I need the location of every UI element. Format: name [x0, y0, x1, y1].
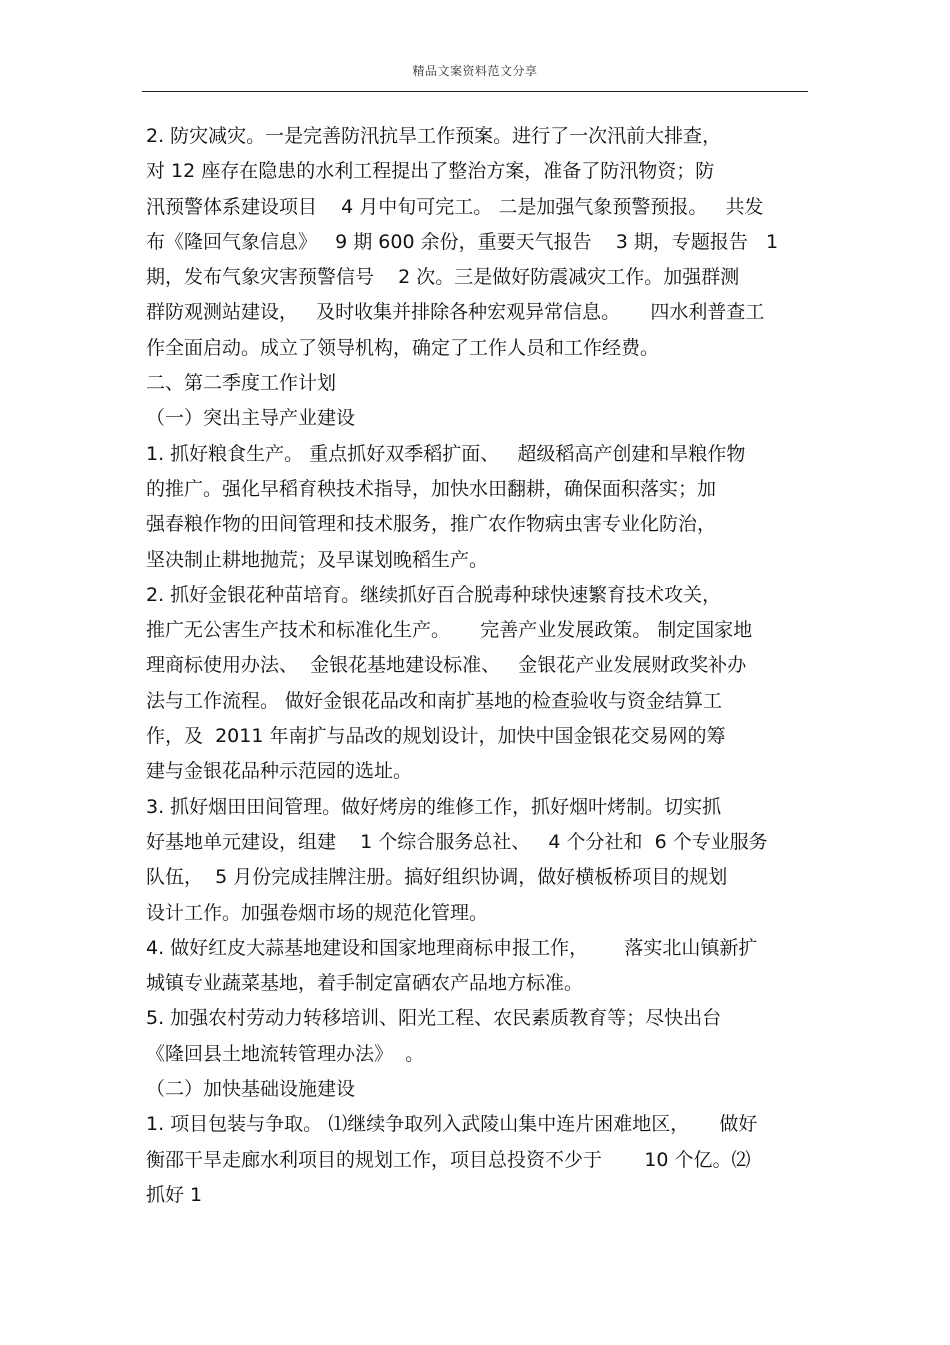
- text-line: 2. 防灾减灾。一是完善防汛抗旱工作预案。进行了一次汛前大排查，: [146, 125, 722, 147]
- text-line: 法与工作流程。 做好金银花品改和南扩基地的检查验收与资金结算工: [146, 689, 723, 712]
- text-line: 坚决制止耕地抛荒；及早谋划晚稻生产。: [146, 548, 489, 571]
- text-line: 衡邵干旱走廊水利项目的规划工作，项目总投资不少于 10 个亿。⑵: [146, 1148, 751, 1171]
- text-line: 抓好 1: [146, 1183, 203, 1206]
- header-divider: [142, 91, 808, 92]
- text-line: 1. 项目包装与争取。 ⑴继续争取列入武陵山集中连片困难地区， 做好: [146, 1113, 758, 1136]
- text-line: 的推广。强化早稻育秧技术指导，加快水田翻耕，确保面积落实；加: [146, 477, 717, 500]
- section-heading: 二、第二季度工作计划: [146, 372, 337, 395]
- text-line: 3. 抓好烟田田间管理。做好烤房的维修工作，抓好烟叶烤制。切实抓: [146, 795, 722, 818]
- text-line: 设计工作。加强卷烟市场的规范化管理。: [146, 901, 489, 924]
- text-line: 理商标使用办法、 金银花基地建设标准、 金银花产业发展财政奖补办: [146, 654, 747, 677]
- text-line: 汛预警体系建设项目 4 月中旬可完工。 二是加强气象预警预报。 共发: [146, 195, 764, 218]
- page-header: 精品文案资料范文分享: [412, 64, 538, 78]
- text-line: 群防观测站建设， 及时收集并排除各种宏观异常信息。 四水利普查工: [146, 301, 765, 324]
- text-line: 4. 做好红皮大蒜基地建设和国家地理商标申报工作， 落实北山镇新扩: [146, 936, 758, 959]
- text-line: 推广无公害生产技术和标准化生产。 完善产业发展政策。 制定国家地: [146, 619, 753, 642]
- document-body: [146, 119, 810, 1213]
- text-line: 布《隆回气象信息》 9 期 600 余份，重要天气报告 3 期，专题报告 1: [146, 230, 779, 253]
- text-line: 队伍， 5 月份完成挂牌注册。搞好组织协调，做好横板桥项目的规划: [146, 866, 728, 889]
- subsection-heading: （二）加快基础设施建设: [146, 1078, 356, 1101]
- text-line: 强春粮作物的田间管理和技术服务，推广农作物病虫害专业化防治，: [146, 513, 717, 536]
- text-line: 好基地单元建设，组建 1 个综合服务总社、 4 个分社和 6 个专业服务: [146, 830, 768, 853]
- text-line: 作，及 2011 年南扩与品改的规划设计，加快中国金银花交易网的筹: [146, 725, 726, 748]
- text-line: 2. 抓好金银花种苗培育。继续抓好百合脱毒种球快速繁育技术攻关，: [146, 583, 722, 606]
- text-line: 《隆回县土地流转管理办法》 。: [146, 1042, 425, 1065]
- text-line: 城镇专业蔬菜基地，着手制定富硒农产品地方标准。: [146, 972, 584, 995]
- text-line: 作全面启动。成立了领导机构，确定了工作人员和工作经费。: [146, 336, 660, 359]
- text-line: 对 12 座存在隐患的水利工程提出了整治方案，准备了防汛物资；防: [146, 160, 715, 183]
- text-line: 建与金银花品种示范园的选址。: [146, 760, 413, 783]
- text-line: 1. 抓好粮食生产。 重点抓好双季稻扩面、 超级稻高产创建和旱粮作物: [146, 442, 746, 465]
- text-line: 5. 加强农村劳动力转移培训、阳光工程、农民素质教育等；尽快出台: [146, 1007, 722, 1030]
- text-line: 期，发布气象灾害预警信号 2 次。三是做好防震减灾工作。加强群测: [146, 266, 740, 289]
- subsection-heading: （一）突出主导产业建设: [146, 407, 356, 430]
